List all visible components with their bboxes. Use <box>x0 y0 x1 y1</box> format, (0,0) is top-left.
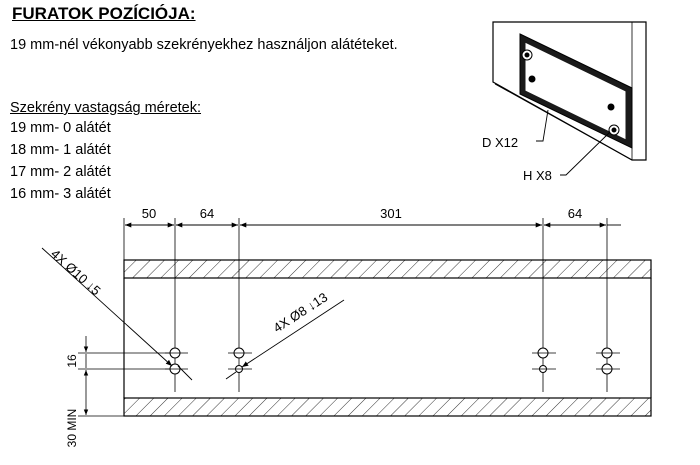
hole-note-1: 4X Ø10 ↓5 <box>47 246 104 299</box>
thickness-row: 17 mm- 2 alátét <box>10 164 111 180</box>
panel-outline <box>124 260 651 416</box>
dim-64: 64 <box>567 206 583 221</box>
section-title: FURATOK POZÍCIÓJA: <box>12 4 196 23</box>
thickness-heading: Szekrény vastagság méretek: <box>10 100 202 116</box>
hole-note-2: 4X Ø8 ↓13 <box>270 289 331 336</box>
callout-leader-h <box>560 132 610 175</box>
dim-64: 64 <box>199 206 215 221</box>
dim-16: 16 <box>65 354 79 368</box>
drill-holes <box>170 348 612 374</box>
dim-50: 50 <box>141 206 157 221</box>
callout-leader-d <box>536 110 548 141</box>
washer-note: 19 mm-nél vékonyabb szekrényekhez használjon alátéteket. <box>10 37 398 53</box>
dim-30-min: 30 MIN <box>65 408 79 448</box>
hole-centerlines <box>165 353 620 369</box>
callout-h-label: H X8 <box>523 168 552 183</box>
dim-301: 301 <box>380 206 402 221</box>
callout-d-label: D X12 <box>482 135 519 150</box>
thickness-row: 18 mm- 1 alátét <box>10 142 111 158</box>
extension-lines <box>124 218 607 392</box>
thickness-row: 19 mm- 0 alátét <box>10 120 111 136</box>
thickness-row: 16 mm- 3 alátét <box>10 186 111 202</box>
